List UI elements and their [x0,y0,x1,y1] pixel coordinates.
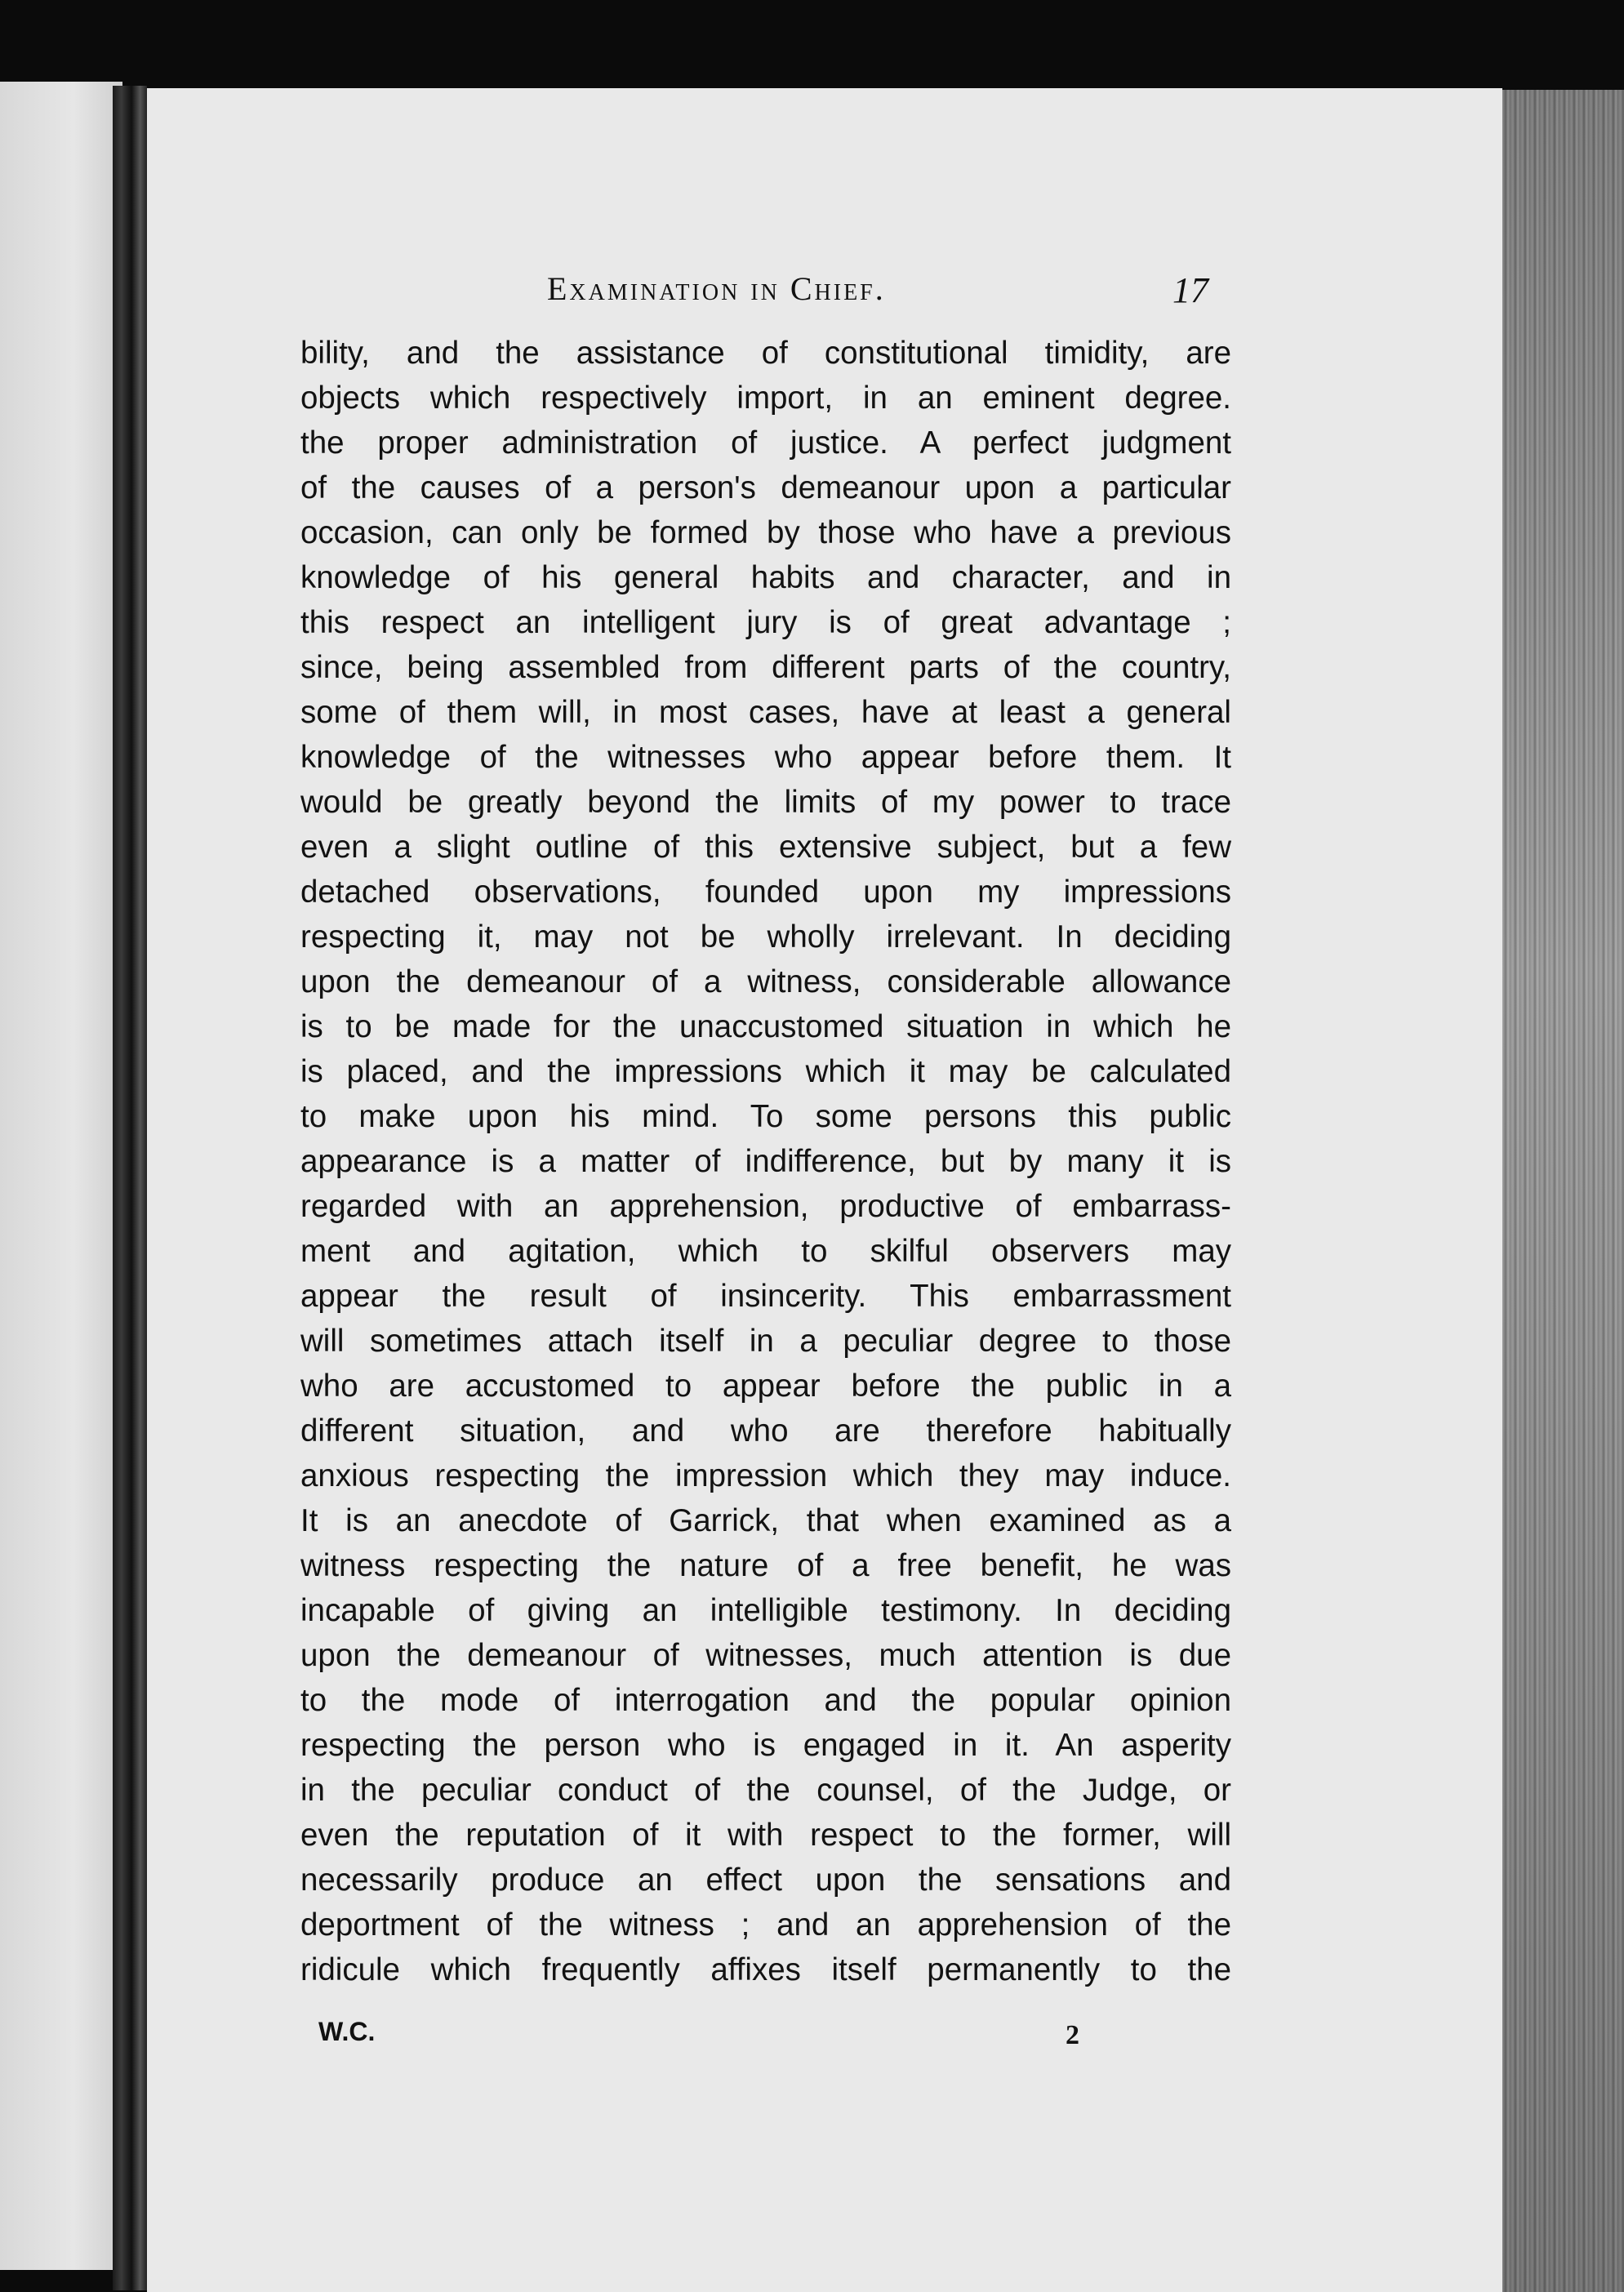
facing-page-edge [0,82,122,2270]
text-line: incapable of giving an intelligible testimony. In deciding [300,1593,1231,1628]
text-line: different situation, and who are therefore habitually [300,1413,1231,1449]
text-line: deportment of the witness ; and an apprehension of the [300,1907,1231,1943]
text-line: appear the result of insincerity. This embarrassment [300,1279,1231,1314]
text-line: necessarily produce an effect upon the sensations and [300,1863,1231,1898]
text-line: witness respecting the nature of a free benefit, he was [300,1548,1231,1583]
text-line: detached observations, founded upon my impressions [300,875,1231,910]
text-line: the proper administration of justice. A perfect judgment [300,425,1231,461]
text-line: this respect an intelligent jury is of great advantage ; [300,605,1231,640]
text-line: ridicule which frequently affixes itself permanently to the [300,1952,1231,1987]
text-line: even a slight outline of this extensive subject, but a few [300,830,1231,865]
text-line: is to be made for the unaccustomed situation in which he [300,1009,1231,1044]
page-block-edge [1501,90,1624,2292]
sheet-number: 2 [1066,2020,1079,2050]
text-line: It is an anecdote of Garrick, that when examined as a [300,1503,1231,1538]
text-line: appearance is a matter of indifference, but by many it is [300,1144,1231,1179]
text-line: will sometimes attach itself in a peculiar degree to those [300,1324,1231,1359]
text-line: regarded with an apprehension, productive of embarrass- [300,1189,1231,1224]
running-title: Examination in Chief. [547,270,886,307]
text-line: upon the demeanour of a witness, considerable allowance [300,964,1231,999]
text-line: even the reputation of it with respect to the former, will [300,1818,1231,1853]
text-line: knowledge of his general habits and character, and in [300,560,1231,595]
text-line: who are accustomed to appear before the public in a [300,1369,1231,1404]
page-number: 17 [1172,270,1208,310]
text-line: would be greatly beyond the limits of my power to trace [300,785,1231,820]
book-gutter [113,86,147,2290]
text-line: bility, and the assistance of constitutional timidity, are [300,336,1231,371]
signature-mark: W.C. [318,2017,376,2046]
text-line: respecting the person who is engaged in it. An asperity [300,1728,1231,1763]
text-line: occasion, can only be formed by those who have a previous [300,515,1231,550]
text-line: some of them will, in most cases, have at least a general [300,695,1231,730]
text-line: to make upon his mind. To some persons this public [300,1099,1231,1134]
text-line: ment and agitation, which to skilful observers may [300,1234,1231,1269]
text-line: respecting it, may not be wholly irrelevant. In deciding [300,919,1231,955]
text-line: in the peculiar conduct of the counsel, of the Judge, or [300,1773,1231,1808]
text-line: anxious respecting the impression which they may induce. [300,1458,1231,1493]
body-text [300,331,1231,1992]
running-head [269,269,1233,318]
text-line: upon the demeanour of witnesses, much attention is due [300,1638,1231,1673]
text-line: since, being assembled from different parts of the country, [300,650,1231,685]
text-line: to the mode of interrogation and the popular opinion [300,1683,1231,1718]
text-line: objects which respectively import, in an eminent degree. [300,381,1231,416]
text-line: of the causes of a person's demeanour upon a particular [300,470,1231,505]
text-line: knowledge of the witnesses who appear before them. It [300,740,1231,775]
text-line: is placed, and the impressions which it may be calculated [300,1054,1231,1089]
